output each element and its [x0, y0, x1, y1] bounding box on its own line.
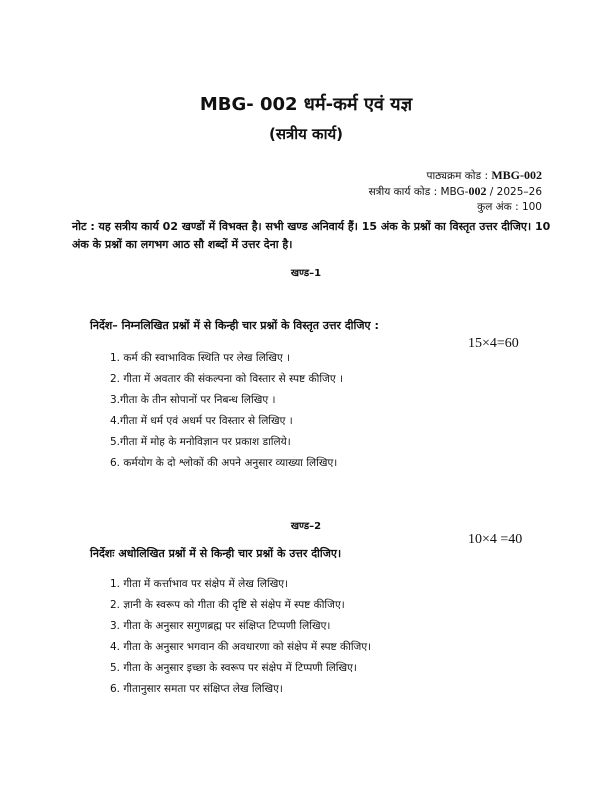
list-item: 6. गीतानुसार समता पर संक्षिप्त लेख लिखिए।: [110, 683, 283, 695]
assignment-code-line: [369, 184, 542, 199]
assignment-session: / 2025–26: [486, 186, 542, 198]
course-code: MBG-002: [491, 168, 542, 182]
document-subtitle: (सत्रीय कार्य): [268, 125, 344, 143]
list-item: 4. गीता के अनुसार भगवान की अवधारणा को संक्षेप में स्पष्ट कीजिए।: [110, 641, 372, 653]
total-marks: कुल अंक : 100: [477, 201, 542, 213]
section-2-heading: खण्ड–2: [290, 521, 322, 532]
assignment-code-number: 002: [468, 184, 487, 198]
section-1-instruction: निर्देश– निम्नलिखित प्रश्नों में से किन्ही चार प्रश्नों के विस्तृत उत्तर दीजिए :: [90, 319, 379, 332]
list-item: 5. गीता के अनुसार इच्छा के स्वरूप पर संक्षेप में टिप्पणी लिखिए।: [110, 662, 357, 674]
assignment-code-label: सत्रीय कार्य कोड : MBG-: [368, 186, 469, 198]
document-title: MBG- 002 धर्म-कर्म एवं यज्ञ: [199, 94, 413, 115]
section-2-marks: 10×4 =40: [468, 532, 523, 547]
section-1-heading: खण्ड–1: [290, 268, 322, 279]
instruction-note: नोट : यह सत्रीय कार्य 02 खण्डों में विभक्त है। सभी खण्ड अनिवार्य हैं। 15 अंक के प्रश्नों का विस्तृत उत्तर दीजिए। 10 अंक के प्रश्नों का लगभग आठ सौ शब्दों में उत्तर देना है।: [72, 220, 551, 251]
section-2-instruction: निर्देशः अधोलिखित प्रश्नों में से किन्ही चार प्रश्नों के उत्तर दीजिए।: [90, 547, 342, 560]
list-item: 1. कर्म की स्वाभाविक स्थिति पर लेख लिखिए ।: [110, 352, 291, 364]
list-item: 2. ज्ञानी के स्वरूप को गीता की दृष्टि से संक्षेप में स्पष्ट कीजिए।: [110, 599, 345, 611]
list-item: 3. गीता के अनुसार सगुणब्रह्म पर संक्षिप्त टिप्पणी लिखिए।: [110, 620, 331, 632]
list-item: 5.गीता में मोह के मनोविज्ञान पर प्रकाश डालिये।: [110, 436, 291, 448]
section-1-marks: 15×4=60: [468, 336, 519, 351]
list-item: 3.गीता के तीन सोपानों पर निबन्ध लिखिए ।: [110, 394, 276, 406]
list-item: 1. गीता में कर्त्ताभाव पर संक्षेप में लेख लिखिए।: [110, 578, 289, 590]
course-code-label: पाठ्यक्रम कोड :: [426, 170, 488, 182]
course-code-line: [426, 168, 542, 183]
list-item: 2. गीता में अवतार की संकल्पना को विस्तार से स्पष्ट कीजिए ।: [110, 373, 343, 385]
list-item: 6. कर्मयोग के दो श्लोकों की अपने अनुसार व्याख्या लिखिए।: [110, 457, 338, 469]
list-item: 4.गीता में धर्म एवं अधर्म पर विस्तार से लिखिए ।: [110, 415, 293, 427]
section-1-question-list: [110, 348, 343, 474]
section-2-question-list: [110, 574, 371, 700]
